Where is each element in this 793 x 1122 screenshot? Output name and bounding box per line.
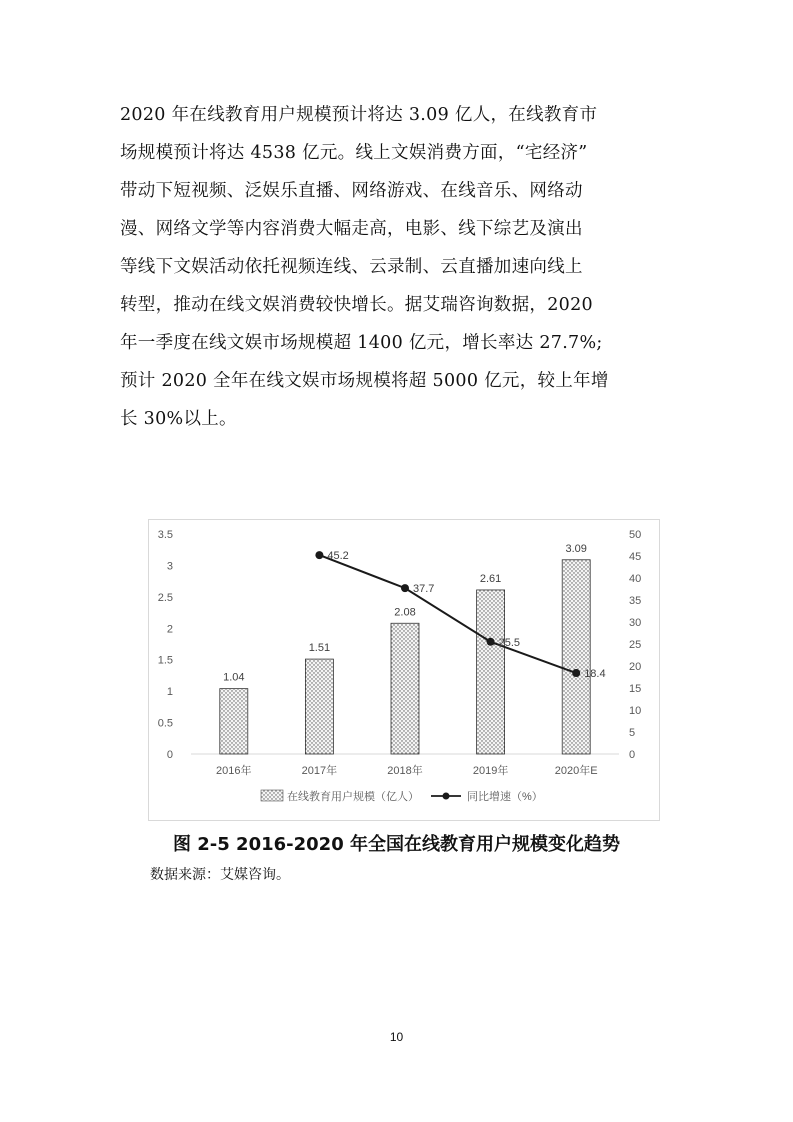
y-left-tick-label: 0.5 bbox=[157, 717, 173, 730]
page-number: 10 bbox=[389, 1030, 404, 1044]
y-right-tick-label: 35 bbox=[629, 595, 642, 607]
growth-line bbox=[319, 555, 576, 673]
data-source: 数据来源：艾媒咨询。 bbox=[150, 867, 290, 883]
paragraph-line: 年一季度在线文娱市场规模超 1400 亿元，增长率达 27.7%; bbox=[120, 333, 603, 353]
paragraph-line: 预计 2020 全年在线文娱市场规模将超 5000 亿元，较上年增 bbox=[120, 371, 609, 391]
paragraph-line: 场规模预计将达 4538 亿元。线上文娱消费方面，“宅经济” bbox=[120, 143, 588, 163]
y-left-tick-label: 2.5 bbox=[157, 591, 173, 604]
paragraph-line: 带动下短视频、泛娱乐直播、网络游戏、在线音乐、网络动 bbox=[120, 181, 583, 201]
bar bbox=[477, 590, 505, 754]
growth-point bbox=[401, 584, 409, 592]
x-tick-label: 2017年 bbox=[301, 765, 338, 777]
bar bbox=[391, 623, 419, 754]
bar-value-label: 2.08 bbox=[394, 606, 416, 619]
growth-point bbox=[315, 551, 323, 559]
y-right-tick-label: 0 bbox=[629, 749, 636, 761]
bar-value-label: 3.09 bbox=[565, 542, 587, 555]
y-right-tick-label: 10 bbox=[629, 705, 642, 717]
y-right-tick-label: 40 bbox=[629, 573, 642, 585]
bar-value-label: 1.04 bbox=[223, 671, 245, 684]
bar bbox=[220, 689, 248, 754]
x-tick-label: 2016年 bbox=[216, 765, 252, 777]
chart-canvas bbox=[149, 520, 659, 820]
legend-bar-label: 在线教育用户规模（亿人） bbox=[287, 791, 419, 803]
growth-point bbox=[487, 638, 495, 646]
legend-line-marker bbox=[443, 793, 450, 800]
y-right-tick-label: 45 bbox=[629, 551, 642, 563]
body-paragraph bbox=[120, 96, 680, 438]
y-right-tick-label: 20 bbox=[629, 661, 642, 673]
y-left-tick-label: 0 bbox=[166, 749, 173, 761]
y-right-tick-label: 5 bbox=[629, 727, 636, 739]
growth-value-label: 25.5 bbox=[498, 636, 521, 649]
paragraph-line: 2020 年在线教育用户规模预计将达 3.09 亿人，在线教育市 bbox=[120, 105, 598, 125]
x-tick-label: 2019年 bbox=[472, 765, 509, 777]
y-left-tick-label: 1 bbox=[166, 686, 173, 699]
growth-value-label: 45.2 bbox=[327, 550, 349, 563]
paragraph-line: 转型，推动在线文娱消费较快增长。据艾瑞咨询数据，2020 bbox=[120, 295, 593, 315]
paragraph-line: 长 30%以上。 bbox=[120, 409, 237, 429]
figure-caption: 图 2-5 2016-2020 年全国在线教育用户规模变化趋势 bbox=[173, 834, 620, 855]
bar-value-label: 1.51 bbox=[308, 642, 331, 655]
y-right-tick-label: 50 bbox=[629, 529, 642, 541]
y-left-tick-label: 3.5 bbox=[157, 529, 173, 541]
legend-bar-swatch bbox=[261, 790, 283, 801]
y-left-tick-label: 1.5 bbox=[157, 654, 173, 667]
bar-value-label: 2.61 bbox=[479, 572, 502, 585]
y-right-tick-label: 30 bbox=[629, 617, 642, 629]
y-left-tick-label: 2 bbox=[166, 623, 173, 636]
growth-value-label: 18.4 bbox=[584, 668, 606, 681]
y-right-tick-label: 25 bbox=[629, 639, 642, 651]
y-right-tick-label: 15 bbox=[629, 683, 642, 695]
x-tick-label: 2018年 bbox=[387, 765, 423, 777]
growth-value-label: 37.7 bbox=[413, 583, 435, 596]
bar bbox=[305, 659, 333, 754]
chart-frame bbox=[148, 519, 660, 821]
y-left-tick-label: 3 bbox=[166, 560, 173, 573]
bar bbox=[562, 560, 590, 754]
growth-point bbox=[572, 669, 580, 677]
x-tick-label: 2020年E bbox=[554, 765, 598, 777]
legend-line-label: 同比增速（%） bbox=[467, 791, 543, 803]
paragraph-line: 漫、网络文学等内容消费大幅走高，电影、线下综艺及演出 bbox=[120, 219, 583, 239]
paragraph-line: 等线下文娱活动依托视频连线、云录制、云直播加速向线上 bbox=[120, 257, 583, 277]
